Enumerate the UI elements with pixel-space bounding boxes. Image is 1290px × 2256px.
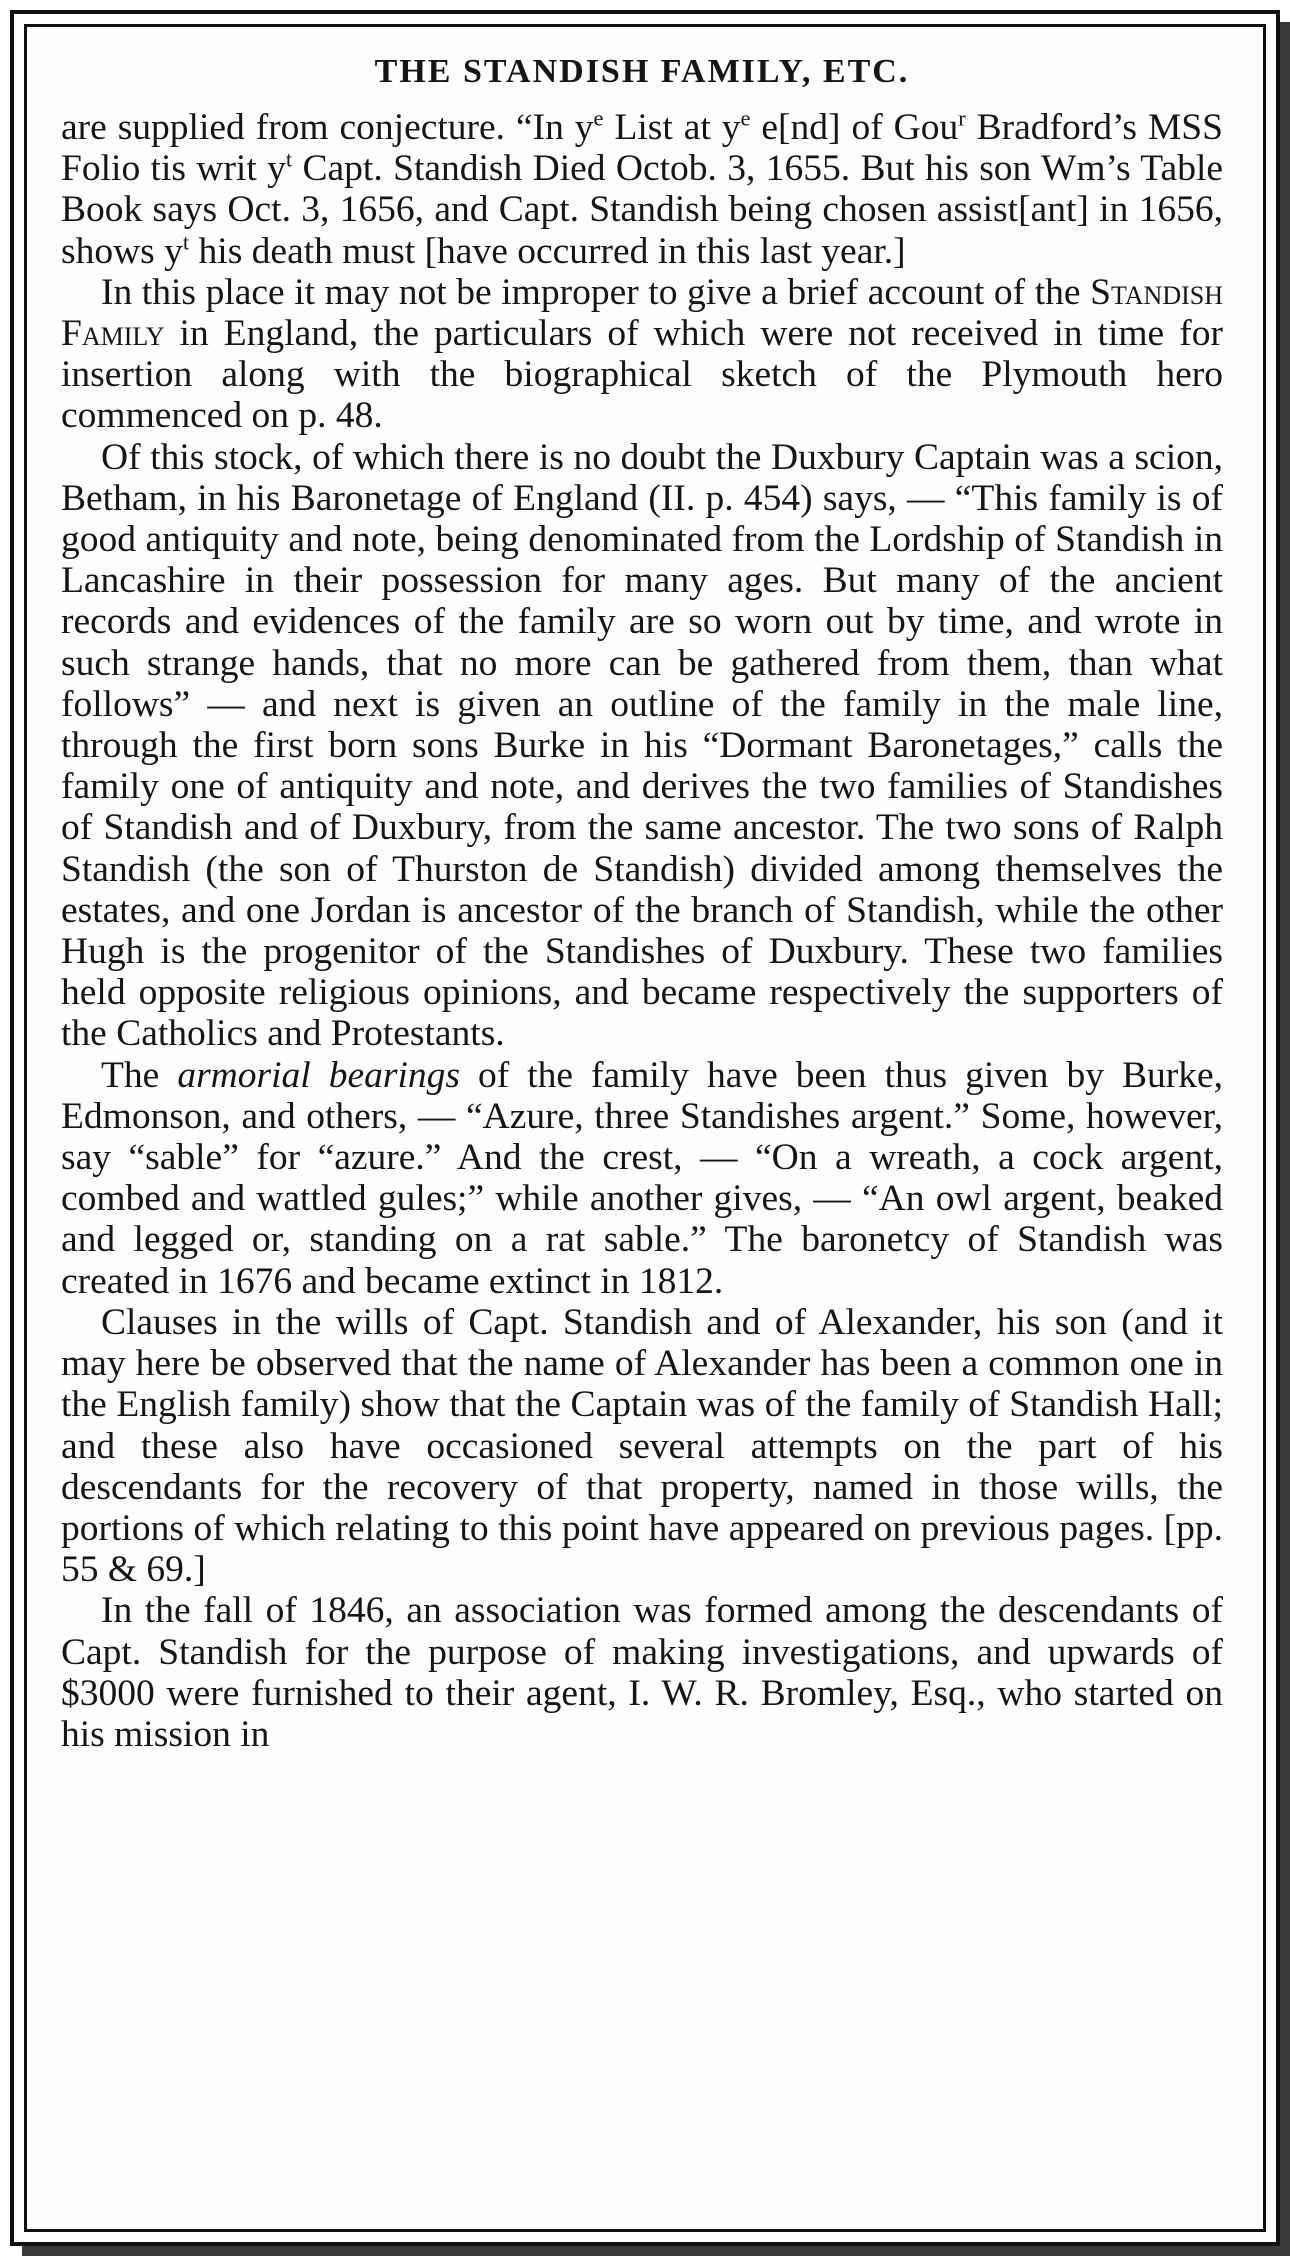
text-run: of the family have been thus given by Burke, Edmonson, and others, — “Azure, three Standishes argent.” Some, however, say “sable” for “azure.” And the crest, — “On a wreath, a cock argent, combed and wattled gules;” while another gives, — “An owl argent, beaked and legged or, standing on a rat sable.” The baronetcy of Standish was created in 1676 and became extinct in 1812. [61, 1054, 1223, 1302]
small-caps-text: Standish Family [61, 271, 1223, 355]
text-run: Of this stock, of which there is no doubt the Duxbury Captain was a scion, Betham, in his Baronetage of England (II. p. 454) says, — “This family is of good antiquity and note, being denominated from the Lordship of Standish in Lancashire in their possession for many ages. But many of the ancient records and evidences of the family are so worn out by time, and wrote in such strange hands, that no more can be gathered from them, than what follows” — and next is given an outline of the family in the male line, through the first born sons Burke in his “Dormant Baronetages,” calls the family one of antiquity and note, and derives the two families of Standishes of Standish and of Duxbury, from the same ancestor. The two sons of Ralph Standish (the son of Thurston de Standish) divided among themselves the estates, and one Jordan is ancestor of the branch of Standish, while the other Hugh is the progenitor of the Standishes of Duxbury. These two families held opposite religious opinions, and became respectively the supporters of the Catholics and Protestants. [61, 436, 1223, 1055]
body-text [61, 107, 1223, 1755]
superscript: t [182, 229, 190, 255]
paragraph-6 [61, 1590, 1223, 1755]
page-frame-inner [24, 24, 1266, 2232]
paragraph-4 [61, 1055, 1223, 1302]
text-run: Bradford’s MSS Folio tis writ y [61, 107, 1224, 190]
superscript: e [740, 105, 751, 131]
text-run: Capt. Standish Died Octob. 3, 1655. But his son Wm’s Table Book says Oct. 3, 1656, and Capt. Standish being chosen assist[ant] in 1656, shows y [61, 148, 1224, 272]
paragraph-2 [61, 272, 1223, 437]
superscript: t [285, 146, 293, 172]
text-run: The [101, 1054, 178, 1096]
text-run: List at y [603, 107, 741, 148]
running-head: THE STANDISH FAMILY, ETC. [374, 53, 910, 90]
book-page [61, 47, 1223, 2209]
superscript: e [593, 105, 604, 131]
text-run: his death must [have occurred in this last year.] [189, 230, 906, 272]
text-run: In this place it may not be improper to give a brief account of the [101, 271, 1091, 313]
paragraph-5 [61, 1302, 1223, 1590]
text-run: In the fall of 1846, an association was formed among the descendants of Capt. Standish for the purpose of making investigations, and upwards of $3000 were furnished to their agent, I. W. R. Bromley, Esq., who started on his mission in [61, 1590, 1223, 1755]
text-run: e[nd] of Gou [750, 107, 959, 148]
italic-text: armorial bearings [177, 1054, 460, 1096]
text-run: in England, the particulars of which were not received in time for insertion along with the biographical sketch of the Plymouth hero commenced on p. 48. [61, 313, 1223, 437]
superscript: r [958, 105, 966, 131]
page-frame [10, 10, 1280, 2246]
text-run: Clauses in the wills of Capt. Standish and of Alexander, his son (and it may here be observed that the name of Alexander has been a common one in the English family) show that the Captain was of the family of Standish Hall; and these also have occasioned several attempts on the part of his descendants for the recovery of that property, named in those wills, the portions of which relating to this point have appeared on previous pages. [pp. 55 & 69.] [61, 1301, 1223, 1591]
paragraph-3 [61, 437, 1223, 1055]
paragraph-1 [61, 107, 1223, 272]
text-run: are supplied from conjecture. “In y [61, 107, 594, 148]
